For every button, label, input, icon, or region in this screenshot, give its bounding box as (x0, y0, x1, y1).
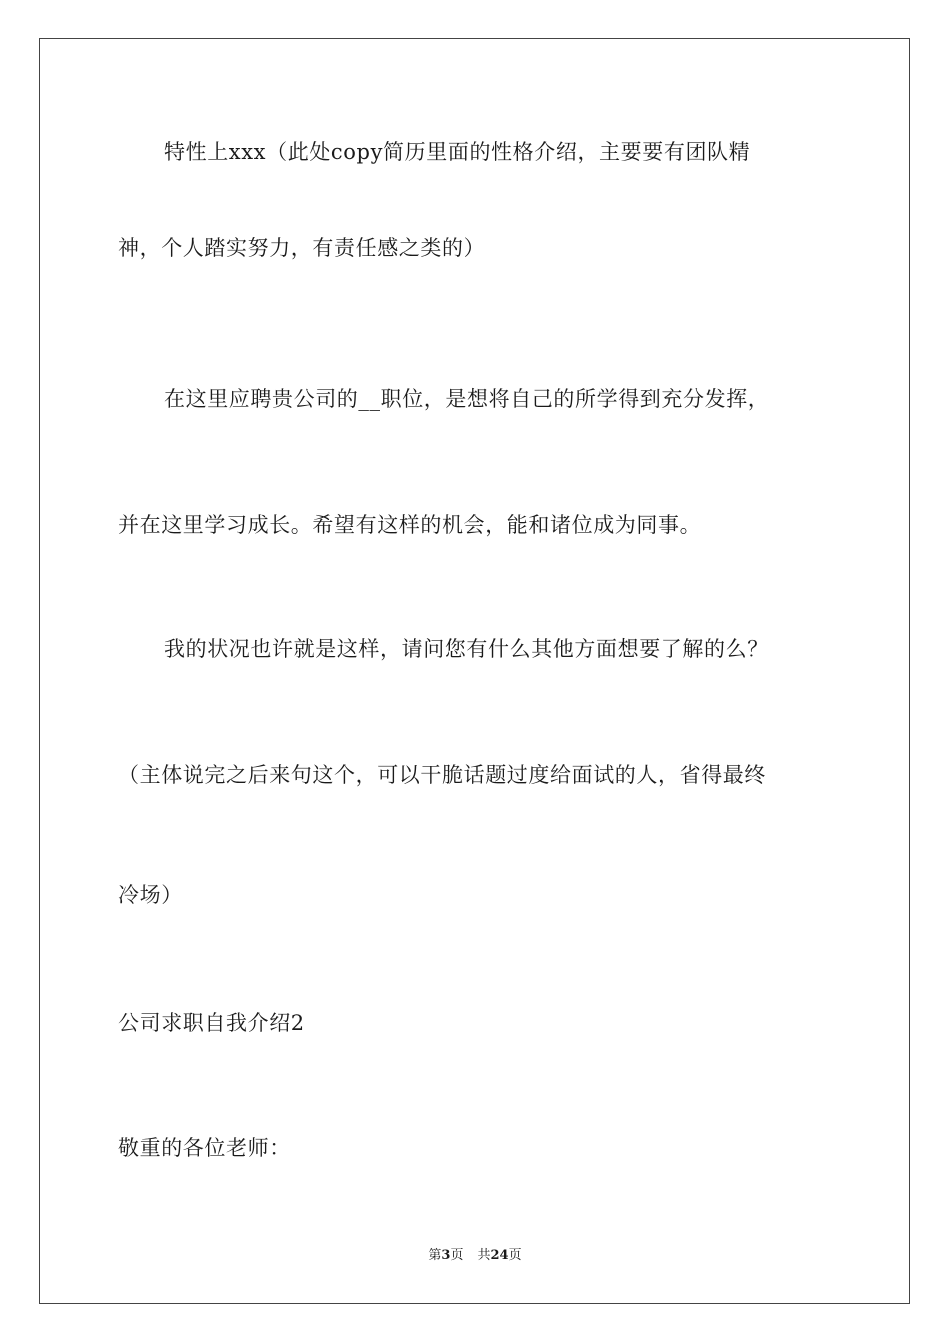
paragraph-line-6: （主体说完之后来句这个，可以干脆话题过度给面试的人，省得最终 (118, 763, 766, 787)
footer-page-prefix: 第 (428, 1248, 442, 1263)
section-heading: 公司求职自我介绍2 (118, 1011, 305, 1035)
paragraph-line-3: 在这里应聘贵公司的__职位，是想将自己的所学得到充分发挥， (164, 387, 770, 411)
footer-total-pages: 24 (490, 1248, 509, 1263)
paragraph-line-5: 我的状况也许就是这样，请问您有什么其他方面想要了解的么？ (164, 637, 769, 661)
paragraph-line-7: 冷场） (118, 883, 183, 907)
footer-total-suffix: 页 (508, 1248, 522, 1263)
footer-total-prefix: 共 (477, 1248, 491, 1263)
paragraph-line-2: 神，个人踏实努力，有责任感之类的） (118, 236, 486, 260)
page-border (39, 38, 910, 1304)
page-footer (0, 1247, 950, 1265)
footer-page-suffix: 页 (450, 1248, 464, 1263)
footer-page-number: 3 (441, 1248, 451, 1263)
salutation-line: 敬重的各位老师： (118, 1136, 291, 1160)
paragraph-line-4: 并在这里学习成长。希望有这样的机会，能和诸位成为同事。 (118, 513, 702, 537)
paragraph-line-1: 特性上xxx（此处copy简历里面的性格介绍，主要要有团队精 (164, 140, 751, 164)
